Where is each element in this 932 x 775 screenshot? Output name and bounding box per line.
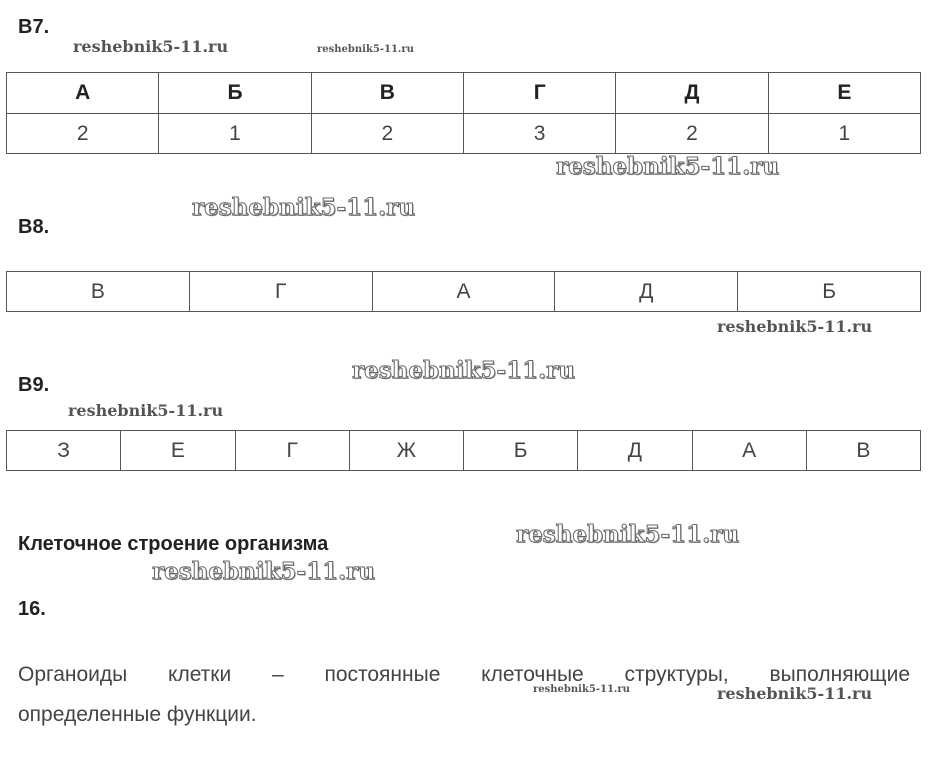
b8-label: B8. — [18, 216, 50, 238]
table-cell: Б — [464, 431, 578, 471]
b8-value-row — [7, 272, 921, 312]
table-header-cell: Д — [616, 73, 768, 114]
watermark: reshebnik5-11.ru — [192, 194, 415, 221]
table-header-cell: Е — [768, 73, 920, 114]
table-header-cell: Б — [159, 73, 311, 114]
watermark: reshebnik5-11.ru — [516, 521, 739, 548]
q16-label: 16. — [18, 598, 46, 620]
table-cell: 2 — [311, 114, 463, 154]
table-cell: Е — [121, 431, 235, 471]
watermark: reshebnik5-11.ru — [533, 684, 630, 695]
b8-table — [6, 271, 921, 312]
table-cell: Б — [738, 272, 921, 312]
table-header-cell: Г — [463, 73, 615, 114]
table-cell: А — [692, 431, 806, 471]
table-cell: З — [7, 431, 121, 471]
q16-answer-line: Органоиды клетки – постоянные клеточные структуры, выполняющие — [18, 663, 910, 686]
b9-value-row — [7, 431, 921, 471]
table-cell: Г — [189, 272, 372, 312]
watermark: reshebnik5-11.ru — [317, 44, 414, 55]
table-cell: 1 — [159, 114, 311, 154]
watermark: reshebnik5-11.ru — [352, 357, 575, 384]
b7-header-row — [7, 73, 921, 114]
table-header-cell: А — [7, 73, 159, 114]
table-cell: В — [806, 431, 920, 471]
q16-answer-line: определенные функции. — [18, 703, 257, 726]
table-cell: Д — [555, 272, 738, 312]
table-cell: В — [7, 272, 190, 312]
watermark: reshebnik5-11.ru — [68, 401, 224, 420]
watermark: reshebnik5-11.ru — [73, 37, 229, 56]
watermark: reshebnik5-11.ru — [556, 153, 779, 180]
b7-table — [6, 72, 921, 154]
table-header-cell: В — [311, 73, 463, 114]
b7-value-row — [7, 114, 921, 154]
watermark: reshebnik5-11.ru — [717, 684, 873, 703]
table-cell: Ж — [349, 431, 463, 471]
b9-table — [6, 430, 921, 471]
table-cell: 3 — [463, 114, 615, 154]
b7-label: B7. — [18, 16, 50, 38]
section-title: Клеточное строение организма — [18, 533, 329, 555]
table-cell: Г — [235, 431, 349, 471]
watermark: reshebnik5-11.ru — [717, 317, 873, 336]
table-cell: Д — [578, 431, 692, 471]
b9-label: B9. — [18, 374, 50, 396]
table-cell: 2 — [7, 114, 159, 154]
watermark: reshebnik5-11.ru — [152, 558, 375, 585]
table-cell: 1 — [768, 114, 920, 154]
table-cell: 2 — [616, 114, 768, 154]
table-cell: А — [372, 272, 555, 312]
